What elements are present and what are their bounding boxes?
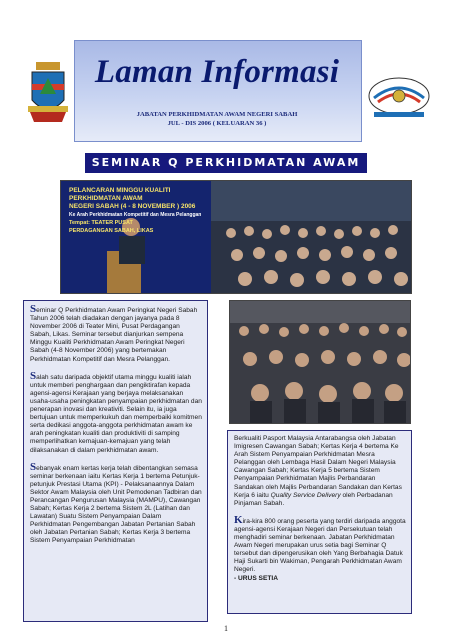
newsletter-title: Laman Informasi (94, 54, 340, 90)
sabah-crest-logo (26, 60, 70, 126)
subtitle-issue: JUL - DIS 2006 ( KELUARAN 36 ) (167, 120, 267, 127)
article-paragraph-3: Sebanyak enam kertas kerja telah dibentangkan semasa seminar berkenaan iaitu Kertas Kerja 1 bertema Petunjuk-petunjuk Prestasi Utama (KPI) - Pelaksanaannya Dalam Sektor Awam Malaysia oleh Unit Pemodenan Tadbiran dan Perancangan Pengurusan Malaysia (MAMPU), Cawangan Sabah; Kertas Kerja 2 bertema Sistem 2L (Latihan dan Lawatan) Suatu Sistem Penyampaian Dalam Perkhidmatan Pengembangan Jabatan Pertanian Sabah oleh Jabatan Pertanian Sabah; Kertas Kerja 3 bertema Sistem Penyampaian Perkhidmatan (30, 460, 202, 545)
subtitle-department: JABATAN PERKHIDMATAN AWAM NEGERI SABAH (136, 111, 298, 118)
page-number: 1 (224, 624, 228, 633)
article-paragraph-1: Seminar Q Perkhidmatan Awam Peringkat Negeri Sabah Tahun 2006 telah diadakan dengan jayanya pada 8 November 2006 di Teater Mini, Pusat Perdagangan Sabah, Likas. Seminar tersebut dianjurkan sempena Minggu Kualiti Perkhidmatan Awam Peringkat Negeri Sabah (4-8 November 2006) yang bertemakan Perkhidmatan Kompetitif dan Mesra Pelanggan. (30, 303, 198, 363)
article-signature: - URUS SETIA (234, 574, 278, 582)
article-paragraph-5: Kira-kira 800 orang peserta yang terdiri daripada anggota agensi-agensi Kerajaan Negeri dan Persekutuan telah menghadiri seminar berkenaan. Jabatan Perkhidmatan Awam Negeri merupakan urus setia bagi Seminar Q tersebut dan dipengerusikan oleh Yang Berbahagia Datuk Haji Sukarti bin Wakiman, Pengarah Perkhidmatan Awam Negeri. (234, 513, 406, 574)
section-banner: SEMINAR Q PERKHIDMATAN AWAM (85, 153, 367, 173)
article-paragraph-2: Salah satu daripada objektif utama minggu kualiti ialah untuk memberi penghargaan dan pengiktirafan kepada agensi-agensi Kerajaan yang berjaya melaksanakan usaha-usaha peningkatan penyampaian perkhidmatan dan penerapan inovasi dan kreativiti. Selain itu, ia juga bertujuan untuk memperkukuh dan memperbaiki komitmen serta dedikasi anggota-anggota perkhidmatan awam ke arah peningkatan kualiti dan produktiviti di samping memperlihatkan kemajuan-kemajuan yang telah dilaksanakan di dalam perkhidmatan awam. (30, 369, 202, 454)
masthead (22, 40, 432, 145)
jpan-emblem-logo (366, 74, 432, 120)
article-column-right (227, 430, 412, 614)
seminar-audience-photo (229, 300, 411, 424)
article-column-left (23, 300, 208, 622)
stage-backdrop-text: PELANCARAN MINGGU KUALITI PERKHIDMATAN AWAM NEGERI SABAH (4 - 8 NOVEMBER ) 2006 Ke Arah Perkhidmatan Kompetitif dan Mesra Pelanggan Tempat: TEATER PUSAT PERDAGANGAN SABAH, LIKAS (69, 187, 202, 234)
newsletter-subtitle (74, 110, 360, 128)
seminar-stage-photo (60, 180, 412, 294)
article-paragraph-4: Berkualiti Pasport Malaysia Antarabangsa oleh Jabatan Imigresen Cawangan Sabah; Kertas Kerja 4 bertema Ke Arah Sistem Penyampaian Perkhidmatan Mesra Pelanggan oleh Lembaga Hasil Dalam Negeri Malaysia Cawangan Sabah; Kertas Kerja 5 bertema Sistem Penyampaian Perkhidmatan Majlis Perbandaran Sandakan oleh Majlis Perbandaran Sandakan dan Kertas Kerja 6 iaitu Quality Service Delivery oleh Perbadanan Pinjaman Sabah. (234, 435, 402, 507)
audience-scene (230, 301, 410, 423)
